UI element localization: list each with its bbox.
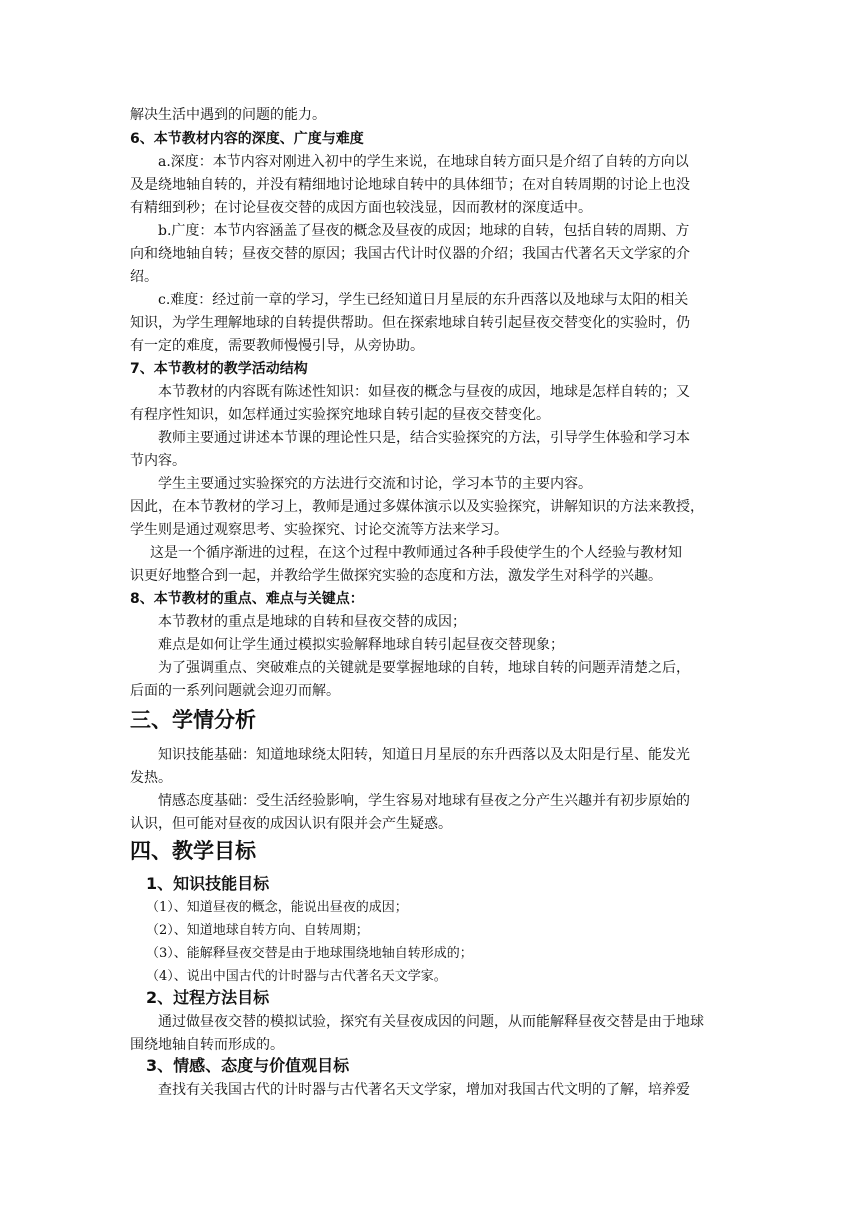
paragraph-line: 识更好地整合到一起，并教给学生做探究实验的态度和方法，激发学生对科学的兴趣。 (130, 568, 662, 584)
paragraph-line: 本节教材的重点是地球的自转和昼夜交替的成因； (158, 614, 466, 630)
paragraph-line: 教师主要通过讲述本节课的理论性只是，结合实验探究的方法，引导学生体验和学习本 (158, 430, 690, 446)
paragraph-line: 有精细到秒；在讨论昼夜交替的成因方面也较浅显，因而教材的深度适中。 (130, 200, 592, 216)
subheading-1: 1、知识技能目标 (146, 874, 270, 893)
paragraph-line: 因此，在本节教材的学习上，教师是通过多媒体演示以及实验探究，讲解知识的方法来教授， (130, 499, 704, 515)
paragraph-line: 通过做昼夜交替的模拟试验，探究有关昼夜成因的问题，从而能解释昼夜交替是由于地球 (158, 1014, 704, 1030)
paragraph-line: 学生主要通过实验探究的方法进行交流和讨论，学习本节的主要内容。 (158, 476, 592, 492)
subheading-2: 2、过程方法目标 (146, 988, 270, 1007)
section-heading-8: 8、本节教材的重点、难点与关键点： (130, 591, 364, 607)
paragraph-line: 认识，但可能对昼夜的成因认识有限并会产生疑惑。 (130, 816, 452, 832)
paragraph-line: 难点是如何让学生通过模拟实验解释地球自转引起昼夜交替现象； (158, 637, 564, 653)
paragraph-line: 知识技能基础：知道地球绕太阳转，知道日月星辰的东升西落以及太阳是行星、能发光 (158, 747, 690, 763)
paragraph-line: 解决生活中遇到的问题的能力。 (130, 107, 326, 123)
paragraph-line: 围绕地轴自转而形成的。 (130, 1037, 284, 1053)
section-heading-7: 7、本节教材的教学活动结构 (130, 361, 308, 377)
paragraph-line: 这是一个循序渐进的过程，在这个过程中教师通过各种手段使学生的个人经验与教材知 (150, 545, 682, 561)
paragraph-line: 为了强调重点、突破难点的关键就是要掌握地球的自转，地球自转的问题弄清楚之后， (158, 660, 690, 676)
paragraph-line: b.广度：本节内容涵盖了昼夜的概念及昼夜的成因；地球的自转，包括自转的周期、方 (158, 223, 690, 239)
paragraph-line: 节内容。 (130, 453, 186, 469)
paragraph-line: 知识，为学生理解地球的自转提供帮助。但在探索地球自转引起昼夜交替变化的实验时，仍 (130, 315, 690, 331)
list-item: （2）、知道地球自转方向、自转周期； (146, 923, 369, 938)
paragraph-line: 向和绕地轴自转；昼夜交替的原因；我国古代计时仪器的介绍；我国古代著名天文学家的介 (130, 246, 690, 262)
list-item: （4）、说出中国古代的计时器与古代著名天文学家。 (146, 969, 447, 984)
paragraph-line: a.深度：本节内容对刚进入初中的学生来说，在地球自转方面只是介绍了自转的方向以 (158, 154, 689, 170)
list-item: （3）、能解释昼夜交替是由于地球围绕地轴自转形成的； (146, 946, 473, 961)
paragraph-line: 本节教材的内容既有陈述性知识：如昼夜的概念与昼夜的成因，地球是怎样自转的；又 (158, 384, 690, 400)
paragraph-line: 发热。 (130, 770, 172, 786)
paragraph-line: 情感态度基础：受生活经验影响，学生容易对地球有昼夜之分产生兴趣并有初步原始的 (158, 793, 690, 809)
section-heading-6: 6、本节教材内容的深度、广度与难度 (130, 131, 364, 147)
subheading-3: 3、情感、态度与价值观目标 (146, 1056, 350, 1075)
paragraph-line: 及是绕地轴自转的，并没有精细地讨论地球自转中的具体细节；在对自转周期的讨论上也没 (130, 177, 690, 193)
chapter-heading-4: 四、教学目标 (130, 839, 256, 863)
paragraph-line: 有一定的难度，需要教师慢慢引导，从旁协助。 (130, 338, 424, 354)
paragraph-line: 查找有关我国古代的计时器与古代著名天文学家，增加对我国古代文明的了解，培养爱 (158, 1082, 690, 1098)
paragraph-line: 后面的一系列问题就会迎刃而解。 (130, 683, 340, 699)
chapter-heading-3: 三、学情分析 (130, 708, 256, 732)
paragraph-line: c.难度：经过前一章的学习，学生已经知道日月星辰的东升西落以及地球与太阳的相关 (158, 292, 689, 308)
paragraph-line: 有程序性知识，如怎样通过实验探究地球自转引起的昼夜交替变化。 (130, 407, 550, 423)
list-item: （1）、知道昼夜的概念，能说出昼夜的成因； (146, 900, 408, 915)
paragraph-line: 学生则是通过观察思考、实验探究、讨论交流等方法来学习。 (130, 522, 508, 538)
paragraph-line: 绍。 (130, 269, 158, 285)
